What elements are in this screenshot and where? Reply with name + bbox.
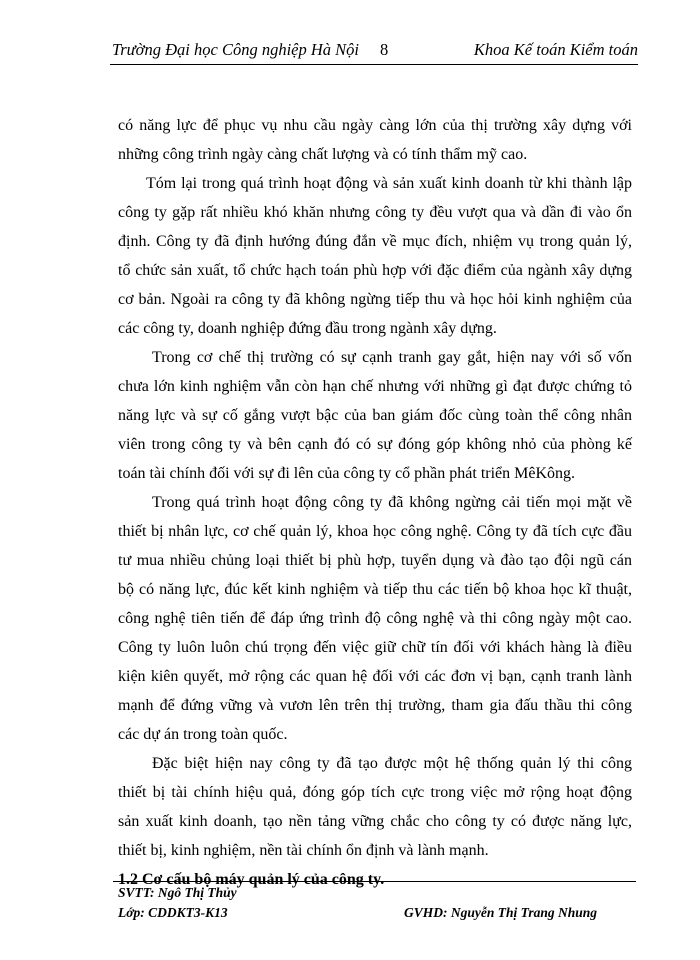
text-line: bộ có năng lực, đúc kết kinh nghiệm và tiếp thu các tiến bộ khoa học kĩ thuật, bbox=[118, 581, 632, 598]
text-line: các công ty, doanh nghiệp đứng đầu trong ngành xây dựng. bbox=[118, 320, 497, 337]
text-line: công ty gặp rất nhiều khó khăn nhưng công ty đều vượt qua và dần đi vào ổn bbox=[118, 204, 632, 221]
text-line: toán tài chính đối với sự đi lên của công ty cổ phần phát triển MêKông. bbox=[118, 465, 576, 482]
header-school-name: Trường Đại học Công nghiệp Hà Nội bbox=[112, 40, 359, 59]
text-line: tư mua nhiều chủng loại thiết bị phù hợp, tuyển dụng và đào tạo đội ngũ cán bbox=[118, 552, 632, 569]
text-line: năng lực và sự cố gắng vượt bậc của ban giám đốc cùng toàn thể công nhân bbox=[118, 407, 632, 424]
page-header bbox=[112, 40, 638, 66]
text-line: thiết bị, kinh nghiệm, nền tài chính ổn định và lành mạnh. bbox=[118, 842, 489, 859]
text-line: thiết bị nhân lực, cơ chế quản lý, khoa học công nghệ. Công ty đã tích cực đầu bbox=[118, 523, 632, 540]
text-line: chưa lớn kinh nghiệm vẫn còn hạn chế nhưng với những gì đạt được chứng tỏ bbox=[118, 378, 632, 395]
paragraph-3 bbox=[118, 343, 632, 488]
text-line: Đặc biệt hiện nay công ty đã tạo được một hệ thống quản lý thi công bbox=[152, 755, 632, 772]
text-line: Trong quá trình hoạt động công ty đã không ngừng cải tiến mọi mặt về bbox=[152, 494, 632, 511]
paragraph-4 bbox=[118, 488, 632, 749]
text-line: Trong cơ chế thị trường có sự cạnh tranh gay gắt, hiện nay với số vốn bbox=[152, 349, 632, 366]
footer-student: SVTT: Ngô Thị Thủy bbox=[118, 885, 237, 900]
text-line: những công trình ngày càng chất lượng và có tính thẩm mỹ cao. bbox=[118, 146, 528, 163]
text-line: tổ chức sản xuất, tổ chức hạch toán phù hợp với đặc điểm của ngành xây dựng bbox=[118, 262, 632, 279]
section-heading: 1.2 Cơ cấu bộ máy quản lý của công ty. bbox=[118, 871, 385, 888]
text-line: cơ bản. Ngoài ra công ty đã không ngừng tiếp thu và học hỏi kinh nghiệm của bbox=[118, 291, 632, 308]
text-line: Tóm lại trong quá trình hoạt động và sản xuất kinh doanh từ khi thành lập bbox=[146, 175, 632, 192]
paragraph-5 bbox=[118, 749, 632, 865]
paragraph-1 bbox=[118, 111, 632, 169]
footer-advisor: GVHD: Nguyễn Thị Trang Nhung bbox=[404, 905, 598, 920]
text-line: mạnh để đứng vững và vươn lên trên thị trường, tham gia đấu thầu thi công bbox=[118, 697, 632, 714]
footer-class: Lớp: CDDKT3-K13 bbox=[118, 905, 228, 920]
header-divider bbox=[110, 64, 638, 65]
text-line: Công ty luôn luôn chú trọng đến việc giữ chữ tín đối với khách hàng là điều bbox=[118, 639, 632, 656]
page-number: 8 bbox=[380, 40, 389, 59]
text-line: thiết bị tài chính hiệu quả, đóng góp tích cực trong việc mở rộng hoạt động bbox=[118, 784, 632, 801]
header-faculty-name: Khoa Kế toán Kiểm toán bbox=[473, 40, 638, 59]
text-line: có năng lực để phục vụ nhu cầu ngày càng lớn của thị trường xây dựng với bbox=[118, 117, 632, 134]
text-line: sản xuất kinh doanh, tạo nền tảng vững chắc cho công ty có được năng lực, bbox=[118, 813, 632, 830]
text-line: kiện kiên quyết, mở rộng các quan hệ đối với các đơn vị bạn, cạnh tranh lành bbox=[118, 668, 632, 685]
text-line: viên trong công ty và bên cạnh đó có sự đóng góp không nhỏ của phòng kế bbox=[118, 436, 632, 453]
paragraph-2 bbox=[118, 169, 632, 343]
footer-divider bbox=[113, 881, 636, 882]
text-line: công nghệ tiên tiến để đáp ứng trình độ công nghệ và thi công ngày một cao. bbox=[118, 610, 632, 627]
page-footer bbox=[118, 883, 632, 923]
text-line: các dự án trong toàn quốc. bbox=[118, 726, 288, 743]
document-body bbox=[118, 111, 632, 894]
text-line: định. Công ty đã định hướng đúng đắn về mục đích, nhiệm vụ trong quản lý, bbox=[118, 233, 632, 250]
